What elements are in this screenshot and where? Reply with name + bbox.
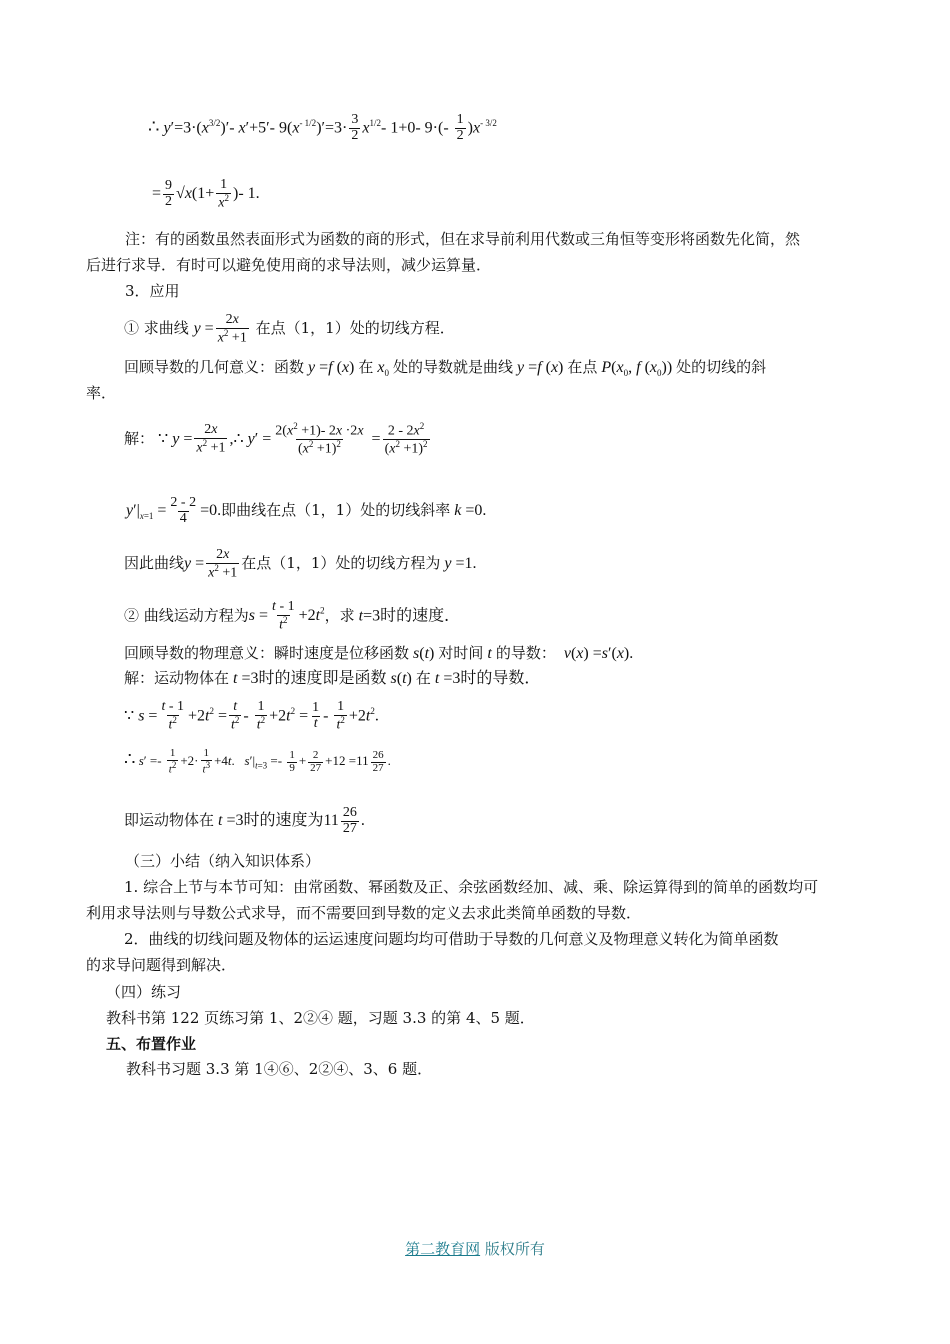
note-line2: 后进行求导．有时可以避免使用商的求导法则，减少运算量． xyxy=(86,256,492,274)
solution-2-intro: 解：运动物体在 t =3时的速度即是函数 s(t) 在 t =3时的导数． xyxy=(124,669,541,687)
homework-title: 五、布置作业 xyxy=(106,1035,197,1053)
conclusion-2: 即运动物体在 t =3时的速度为11 $\frac{26}{27}$ . xyxy=(124,805,365,836)
section-title: 3．应用 xyxy=(125,282,180,300)
footer-link[interactable]: 第二教育网 xyxy=(405,1240,481,1258)
practice-text: 教科书第 122 页练习第 1、2②④ 题，习题 3.3 的第 4、5 题． xyxy=(106,1009,535,1027)
solution-1-slope: $y'|_{x=1}$ = $\frac{2 - 2}{4}$ =0.即曲线在点（1，1）处的切线斜率 k =0. xyxy=(126,495,487,526)
practice-title: （四）练习 xyxy=(106,983,182,1001)
review-physical: 回顾导数的物理意义：瞬时速度是位移函数 s(t) 对时间 t 的导数： v(x) =s′(x). xyxy=(124,644,634,662)
summary-title: （三）小结（纳入知识体系） xyxy=(125,852,321,870)
solution-2-derivative: ∴ s′ =- $\frac{1}{t^2}$ +2· $\frac{1}{t^3}$ +4t. $s'|_{t=3}$ =- $\frac{1}{9}$ + $\frac{2}{27}$ +12 =11 $\frac{26}{27}$ . xyxy=(124,747,391,776)
formula-derivative-line2: = $\frac{9}{2}$ √x(1+ $\frac{1}{x^2}$ )- 1. xyxy=(152,177,260,211)
note-line1: 注：有的函数虽然表面形式为函数的商的形式，但在求导前利用代数或三角恒等变形将函数先化简，然 xyxy=(125,230,801,248)
summary-p1a: 1. 综合上节与本节可知：由常函数、幂函数及正、余弦函数经加、减、乘、除运算得到的简单的函数均可 xyxy=(124,878,819,896)
homework-text: 教科书习题 3.3 第 1④⑥、2②④、3、6 题． xyxy=(126,1060,433,1078)
question-2: ② 曲线运动方程为s = $\frac{t - 1}{t^2}$ $+2t^2$，求 t=3时的速度． xyxy=(124,599,461,633)
solution-1-derivative: 解： ∵ y = $\frac{2x}{x^2 +1}$ ,∴ y′ = $\frac{2(x^2 +1)- 2x \cdot 2x}{(x^2 +1)^2}$ = $\frac{2 - 2x^2}{(x^2 +1)^2}$ xyxy=(124,421,428,457)
solution-2-expand: ∵ s = $\frac{t - 1}{t^2}$ $+2t^2$ = $\frac{t}{t^2}$ - $\frac{1}{t^2}$ $+2t^2$ = $\frac{1}{t}$ - $\frac{1}{t^2}$ $+2t^2$. xyxy=(124,699,379,733)
review-geometric-line1: 回顾导数的几何意义：函数 y =f (x) 在 $x_0$ 处的导数就是曲线 y =f (x) 在点 $P(x_0$, f $(x_0)$) 处的切线的斜 xyxy=(124,358,767,379)
summary-p2b: 的求导问题得到解决． xyxy=(86,956,237,974)
conclusion-1: 因此曲线y = $\frac{2x}{x^2 +1}$ 在点（1，1）处的切线方程为 y =1. xyxy=(124,547,477,581)
formula-derivative-line1: ∴ $y'=3\cdot(x^{3/2})'-$ x′+5′- $9(x^{- 1/2})'=3\cdot$ $\frac{3}{2}$ $x^{1/2}-$ 1+0- 9·(- $\frac{1}{2}$ )$x^{- 3/2}$ xyxy=(148,112,497,144)
footer xyxy=(0,1238,950,1259)
footer-text: 版权所有 xyxy=(480,1240,545,1258)
question-1: ① 求曲线 y = $\frac{2x}{x^2 +1}$ 在点（1，1）处的切线方程． xyxy=(124,312,455,346)
summary-p1b: 利用求导法则与导数公式求导，而不需要回到导数的定义去求此类简单函数的导数． xyxy=(86,904,642,922)
summary-p2a: 2．曲线的切线问题及物体的运运速度问题均均可借助于导数的几何意义及物理意义转化为简单函数 xyxy=(124,930,779,948)
review-geometric-line2: 率． xyxy=(86,384,117,402)
